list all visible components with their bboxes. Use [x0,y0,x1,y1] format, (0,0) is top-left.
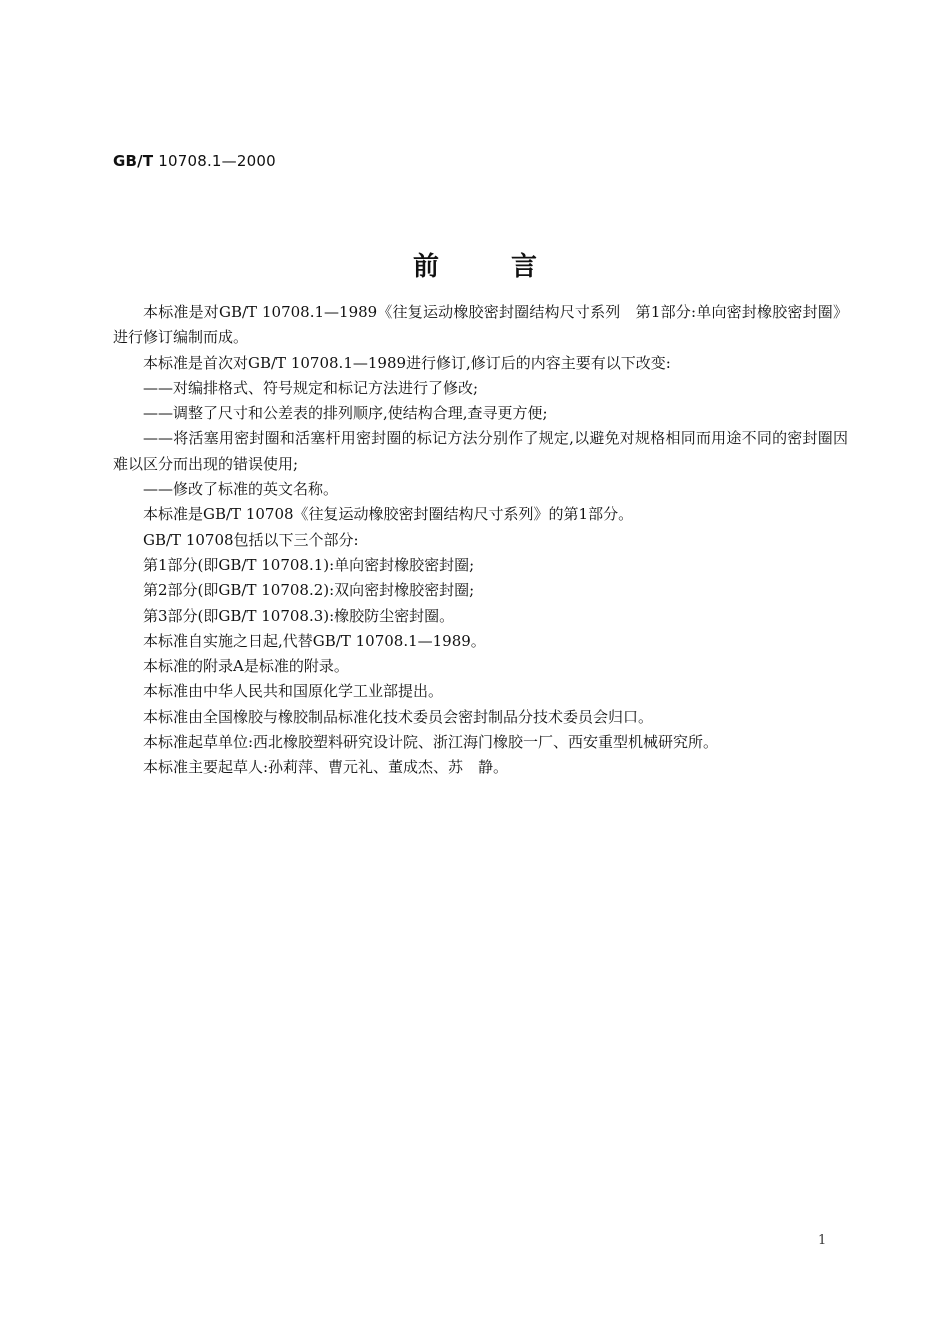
paragraph-proposer: 本标准由中华人民共和国原化学工业部提出。 [143,682,444,701]
document-code-header [113,152,276,170]
paragraph-changes-intro: 本标准是首次对GB/T 10708.1—1989进行修订,修订后的内容主要有以下改变: [143,353,671,372]
paragraph-part-of-series: 本标准是GB/T 10708《往复运动橡胶密封圈结构尺寸系列》的第1部分。 [143,505,634,524]
change-item-table-order: ——调整了尺寸和公差表的排列顺序,使结构合理,查寻更方便; [143,404,548,423]
paragraph-parts-intro: GB/T 10708包括以下三个部分: [143,530,359,549]
paragraph-revision-basis: 本标准是对GB/T 10708.1—1989《往复运动橡胶密封圈结构尺寸系列 第1部分:单向密封橡胶密封圈》进行修订编制而成。 [113,303,848,347]
part-1-item: 第1部分(即GB/T 10708.1):单向密封橡胶密封圈; [143,555,475,574]
paragraph-committee: 本标准由全国橡胶与橡胶制品标准化技术委员会密封制品分技术委员会归口。 [143,707,654,726]
paragraph-drafters: 本标准主要起草人:孙莉萍、曹元礼、董成杰、苏 静。 [143,758,509,777]
change-item-marking: ——将活塞用密封圈和活塞杆用密封圈的标记方法分别作了规定,以避免对规格相同而用途不同的密封圈因难以区分而出现的错误使用; [113,429,848,473]
foreword-body [113,300,848,781]
change-item-format: ——对编排格式、符号规定和标记方法进行了修改; [143,378,479,397]
paragraph-replacement: 本标准自实施之日起,代替GB/T 10708.1—1989。 [143,631,486,650]
standard-number: 10708.1—2000 [153,152,276,170]
paragraph-annex: 本标准的附录A是标准的附录。 [143,657,349,676]
page-number: 1 [818,1233,827,1248]
page-title: 前言 [412,252,609,282]
paragraph-drafting-units: 本标准起草单位:西北橡胶塑料研究设计院、浙江海门橡胶一厂、西安重型机械研究所。 [143,733,719,752]
change-item-english-name: ——修改了标准的英文名称。 [143,480,339,499]
part-2-item: 第2部分(即GB/T 10708.2):双向密封橡胶密封圈; [143,581,475,600]
standard-prefix: GB/T [113,152,154,170]
part-3-item: 第3部分(即GB/T 10708.3):橡胶防尘密封圈。 [143,606,455,625]
